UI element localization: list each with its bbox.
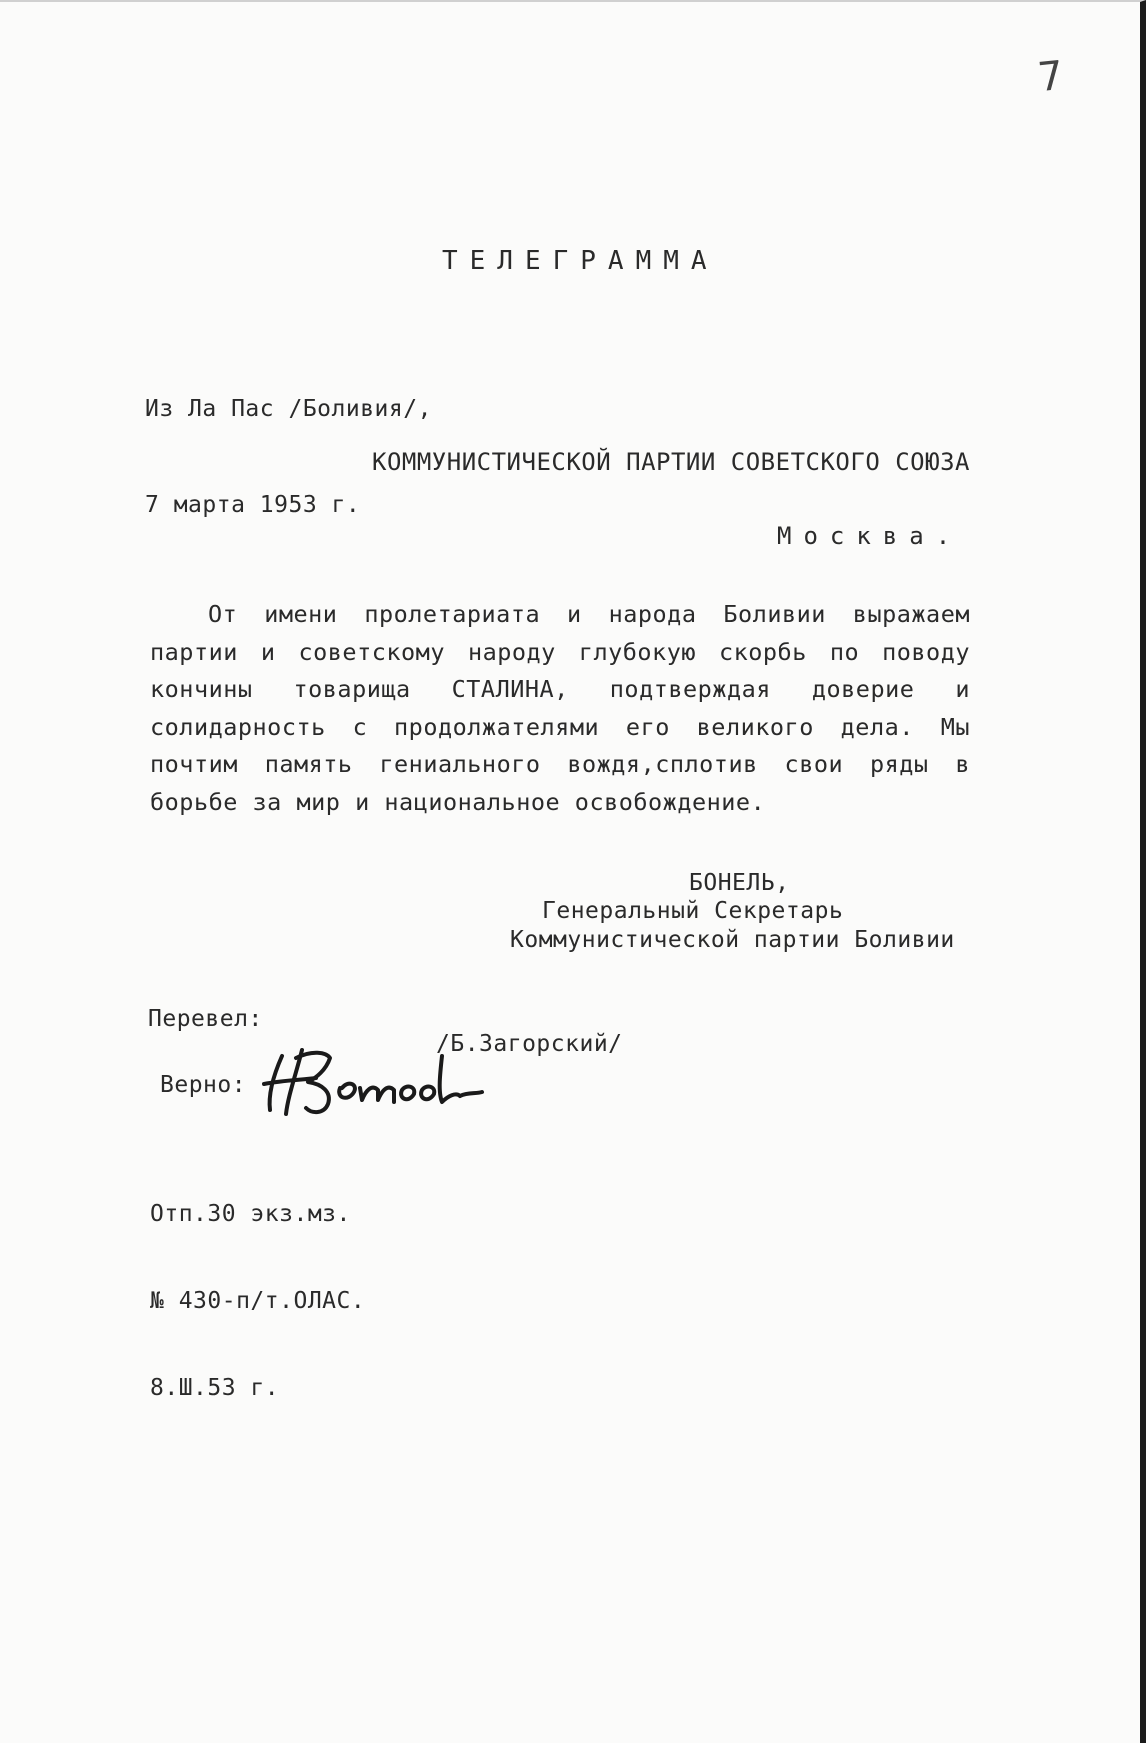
addressee-city: Москва. bbox=[777, 522, 963, 550]
translated-by-label: Перевел: bbox=[148, 1006, 263, 1032]
signatory-party: Коммунистической партии Боливии bbox=[510, 927, 955, 953]
copies-note bbox=[150, 1142, 365, 1461]
copies-line-3: 8.Ш.53 г. bbox=[150, 1375, 280, 1401]
verified-label: Верно: bbox=[160, 1072, 247, 1098]
origin-place: Из Ла Пас /Боливия/, bbox=[145, 396, 432, 422]
origin-date: 7 марта 1953 г. bbox=[145, 492, 361, 518]
copies-line-2: № 430-п/т.ОЛАС. bbox=[150, 1288, 366, 1314]
document-title: ТЕЛЕГРАММА bbox=[442, 246, 719, 276]
signatory-title: Генеральный Секретарь bbox=[542, 898, 844, 924]
page-number: 7 bbox=[1035, 52, 1066, 102]
translator-name: /Б.Загорский/ bbox=[436, 1031, 623, 1057]
addressee: КОММУНИСТИЧЕСКОЙ ПАРТИИ СОВЕТСКОГО СОЮЗА bbox=[372, 448, 970, 476]
telegram-body: От имени пролетариата и народа Боливии выражаем партии и советскому народу глубокую скорбь по поводу кончины товарища СТАЛИНА, подтверждая доверие и солидарность с продолжателями его великого дела. Мы почтим память гениального вождя,сплотив свои ряды в борьбе за мир и национальное освобождение. bbox=[150, 600, 970, 816]
signatory-name: БОНЕЛЬ, bbox=[689, 870, 790, 896]
copies-line-1: Отп.30 экз.мз. bbox=[150, 1201, 351, 1227]
handwritten-signature bbox=[256, 1044, 486, 1124]
